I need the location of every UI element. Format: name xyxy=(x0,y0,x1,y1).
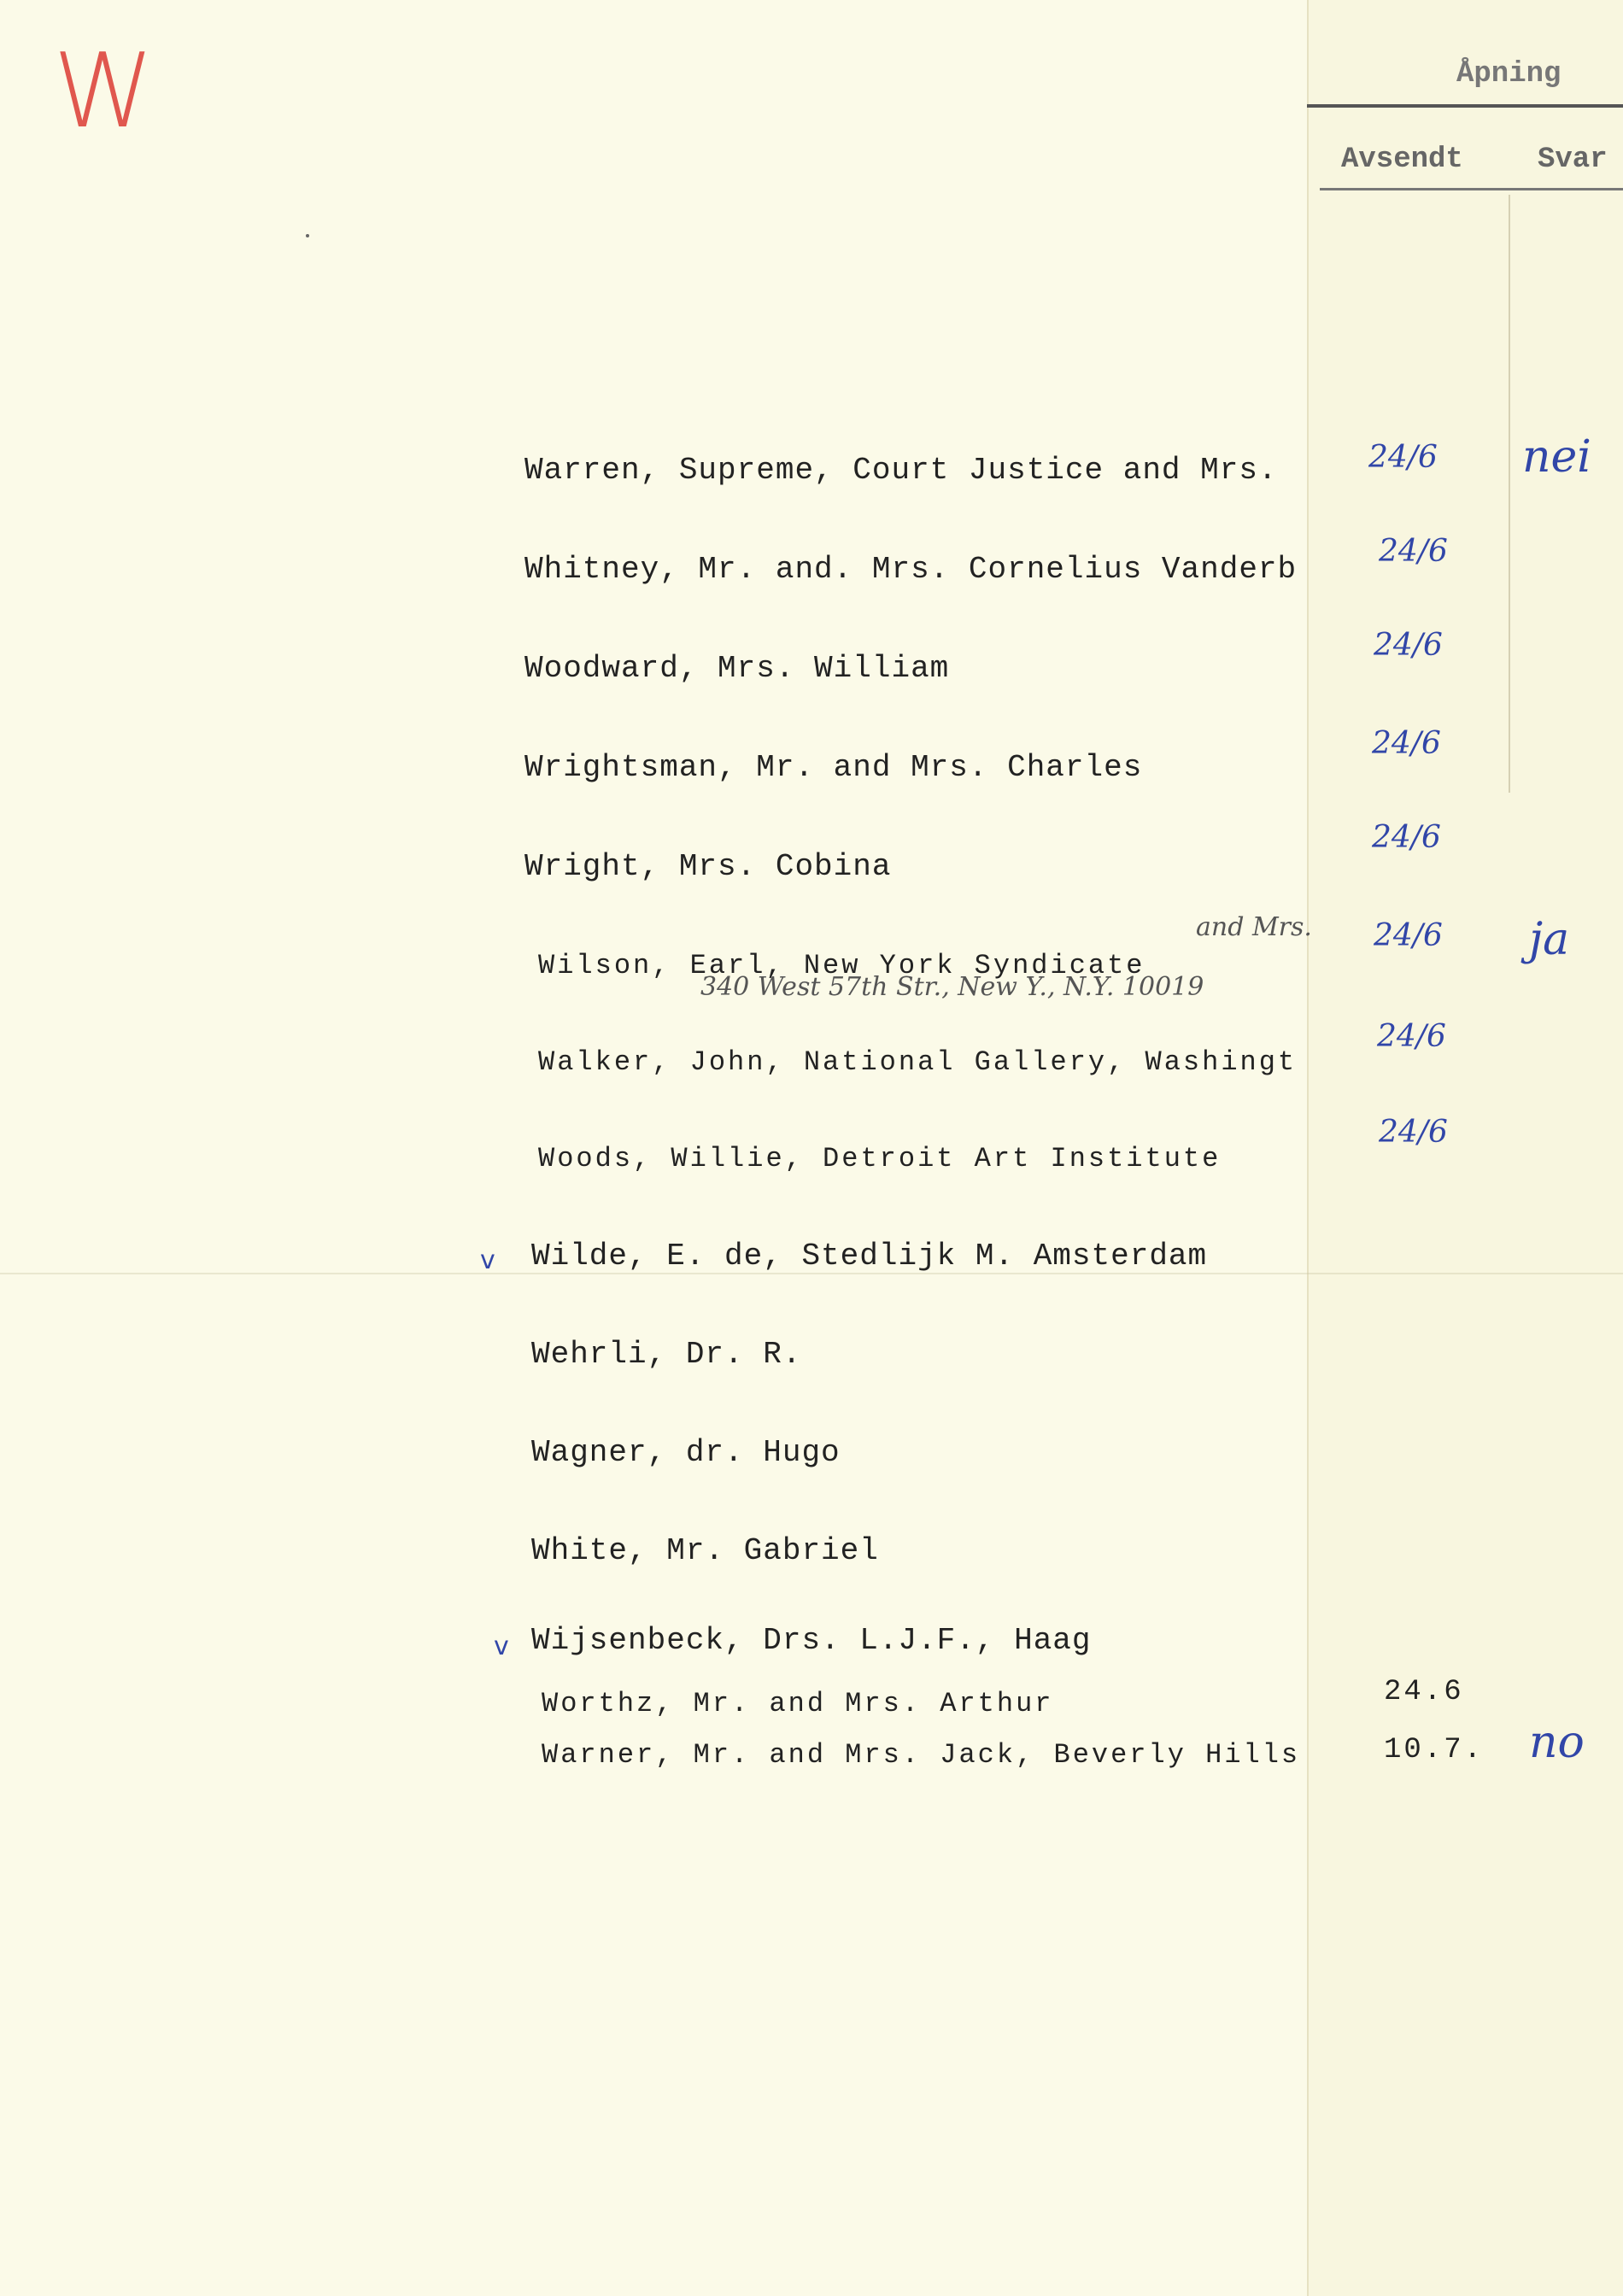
entry-sent-date: 24/6 xyxy=(1372,726,1441,761)
header-reply: Svar xyxy=(1538,144,1608,176)
entry-name: Warner, Mr. and Mrs. Jack, Beverly Hills xyxy=(542,1739,1301,1771)
handwritten-insertion: and Mrs. xyxy=(1196,912,1312,942)
entry-name: Wrightsman, Mr. and Mrs. Charles xyxy=(524,750,1143,785)
entry-name: White, Mr. Gabriel xyxy=(531,1533,879,1568)
entry-name: Woods, Willie, Detroit Art Institute xyxy=(538,1143,1222,1174)
entry-reply: no xyxy=(1529,1717,1585,1768)
header-rule-top xyxy=(1307,104,1623,108)
entry-sent-date: 24/6 xyxy=(1368,440,1438,475)
entry-sent-date: 24/6 xyxy=(1377,1019,1446,1054)
paper-speck xyxy=(306,234,309,237)
entry-sent-date: 24/6 xyxy=(1374,918,1443,953)
entry-name: Whitney, Mr. and. Mrs. Cornelius Vanderb xyxy=(524,552,1298,587)
entry-name: Warren, Supreme, Court Justice and Mrs. xyxy=(524,453,1278,488)
entry-name: Worthz, Mr. and Mrs. Arthur xyxy=(542,1688,1054,1719)
check-mark: v xyxy=(494,1631,509,1661)
header-rule-bottom xyxy=(1320,188,1623,190)
entry-name: Wagner, dr. Hugo xyxy=(531,1435,841,1470)
index-letter: W xyxy=(53,32,149,151)
entry-sent-date: 24/6 xyxy=(1372,820,1441,855)
entry-sent-date: 24/6 xyxy=(1379,534,1448,569)
entry-sent-date: 24/6 xyxy=(1379,1115,1448,1150)
handwritten-address: 340 West 57th Str., New Y., N.Y. 10019 xyxy=(700,972,1204,1002)
entry-name: Walker, John, National Gallery, Washingt xyxy=(538,1046,1298,1078)
entry-reply: nei xyxy=(1522,431,1591,483)
entry-name: Wright, Mrs. Cobina xyxy=(524,849,892,884)
entry-reply: ja xyxy=(1529,914,1570,965)
entry-sent-date: 24.6 xyxy=(1384,1676,1464,1708)
entry-name: Wilde, E. de, Stedlijk M. Amsterdam xyxy=(531,1239,1208,1274)
header-group: Åpning xyxy=(1456,58,1561,91)
reply-column-strip xyxy=(1307,0,1623,2296)
entry-name: Wijsenbeck, Drs. L.J.F., Haag xyxy=(531,1623,1092,1658)
check-mark: v xyxy=(480,1245,495,1275)
column-divider xyxy=(1509,195,1510,793)
entry-name: Wehrli, Dr. R. xyxy=(531,1337,802,1372)
entry-name: Wilson, Earl, New York Syndicate xyxy=(538,950,1145,981)
entry-sent-date: 24/6 xyxy=(1374,628,1443,663)
entry-sent-date: 10.7. xyxy=(1384,1734,1485,1766)
entry-name: Woodward, Mrs. William xyxy=(524,651,950,686)
header-sent: Avsendt xyxy=(1341,144,1463,176)
